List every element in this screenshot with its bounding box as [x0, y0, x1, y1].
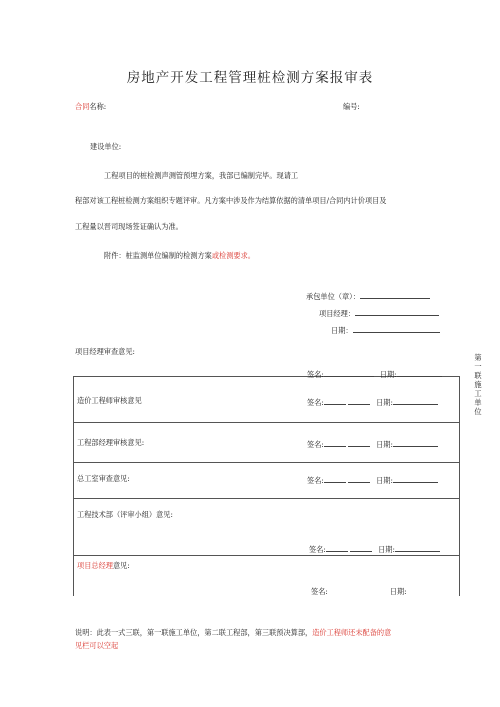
date-label: 日期: [378, 545, 395, 554]
contractor-field [306, 290, 430, 302]
date-label: 日期: [376, 440, 393, 449]
number-label: 编号: [343, 102, 360, 111]
table-divider-1 [73, 422, 459, 423]
footer-note-line-1 [75, 628, 391, 638]
sign-label: 签名: [307, 398, 324, 407]
table-divider-4 [73, 555, 459, 556]
sign-line [326, 543, 348, 552]
sign-label: 签名: [307, 370, 324, 379]
chief-engineer-label: 总工室审查意见: [77, 474, 130, 483]
cost-engineer-label: 造价工程师审核意见 [77, 396, 142, 405]
date-label: 日期: [389, 587, 407, 596]
footer-note-line-2: 见栏可以空起 [75, 641, 119, 650]
gm-label-red: 项目总经理 [77, 561, 113, 570]
sign-label: 签名: [311, 587, 328, 596]
table-border-left [73, 376, 74, 596]
footer-note-red: 造价工程师还未配备的意 [312, 628, 392, 637]
gm-signature [311, 587, 407, 597]
tech-dept-signature [309, 543, 440, 555]
sign-label: 签名: [307, 476, 324, 485]
sign-line [348, 438, 370, 447]
date-line [395, 543, 440, 552]
body-line-3: 工程量以晋司现场签证确认为准。 [75, 222, 183, 231]
contract-name-label [75, 102, 106, 112]
contractor-label: 承包单位（章）： [306, 292, 360, 301]
cost-engineer-signature [307, 396, 438, 408]
chief-engineer-signature [307, 474, 438, 486]
tech-dept-label: 工程技术部（评审小组）意见: [77, 510, 173, 519]
gm-label [77, 561, 130, 571]
sign-label: 签名: [309, 545, 326, 554]
date-line [393, 474, 438, 483]
sign-line [350, 543, 372, 552]
sign-line [324, 396, 346, 405]
date-label: 日期: [379, 370, 397, 379]
gm-label-rest: 意见: [112, 561, 130, 570]
pm-review-label: 项目经理审查意见: [75, 347, 135, 356]
date-line [353, 324, 440, 333]
pm-field [319, 307, 439, 319]
side-note: 第一联施工单位 [474, 353, 482, 416]
sign-label: 签名: [307, 440, 324, 449]
table-divider-3 [73, 498, 459, 499]
sign-line [348, 474, 370, 483]
contract-label-rest: 名称: [89, 102, 107, 111]
body-line-1: 工程项目的桩检测声测管预埋方案，我部已编制完毕。现请工 [104, 171, 299, 180]
sign-line [324, 474, 346, 483]
pm-review-signature [307, 368, 442, 380]
pm-line [355, 307, 439, 316]
table-divider-2 [73, 462, 459, 463]
eng-dept-signature [307, 438, 438, 450]
attachment-line [104, 251, 255, 261]
date-label: 日期: [376, 476, 393, 485]
contractor-line [360, 290, 430, 299]
sign-line [324, 438, 346, 447]
page-title: 房地产开发工程管理桩检测方案报审表 [126, 70, 374, 86]
construction-unit-label: 建设单位: [90, 142, 122, 151]
sign-line [348, 396, 370, 405]
attachment-red: 或检测要求。 [211, 251, 255, 260]
attachment-prefix: 附件：桩监测单位编制的检测方案 [104, 251, 212, 260]
eng-dept-manager-label: 工程部经理审核意见: [77, 438, 145, 447]
body-line-2: 程部对该工程桩检测方案组织专题评审。凡方案中涉及作为结算依据的清单项目/合同内计价项目及 [75, 196, 387, 205]
date-field [331, 324, 440, 336]
date-line [393, 396, 438, 405]
contract-label-red: 合同 [75, 102, 90, 111]
table-border-right [459, 376, 460, 596]
sign-line [324, 368, 374, 377]
date-line [393, 438, 438, 447]
date-label: 日期: [376, 398, 393, 407]
date-label: 日期： [331, 326, 353, 335]
pm-label: 项目经理： [319, 309, 355, 318]
date-line [397, 368, 442, 377]
footer-note-black: 说明：此表一式三联，第一联施工单位，第二联工程部，第三联预决算部， [75, 628, 313, 637]
